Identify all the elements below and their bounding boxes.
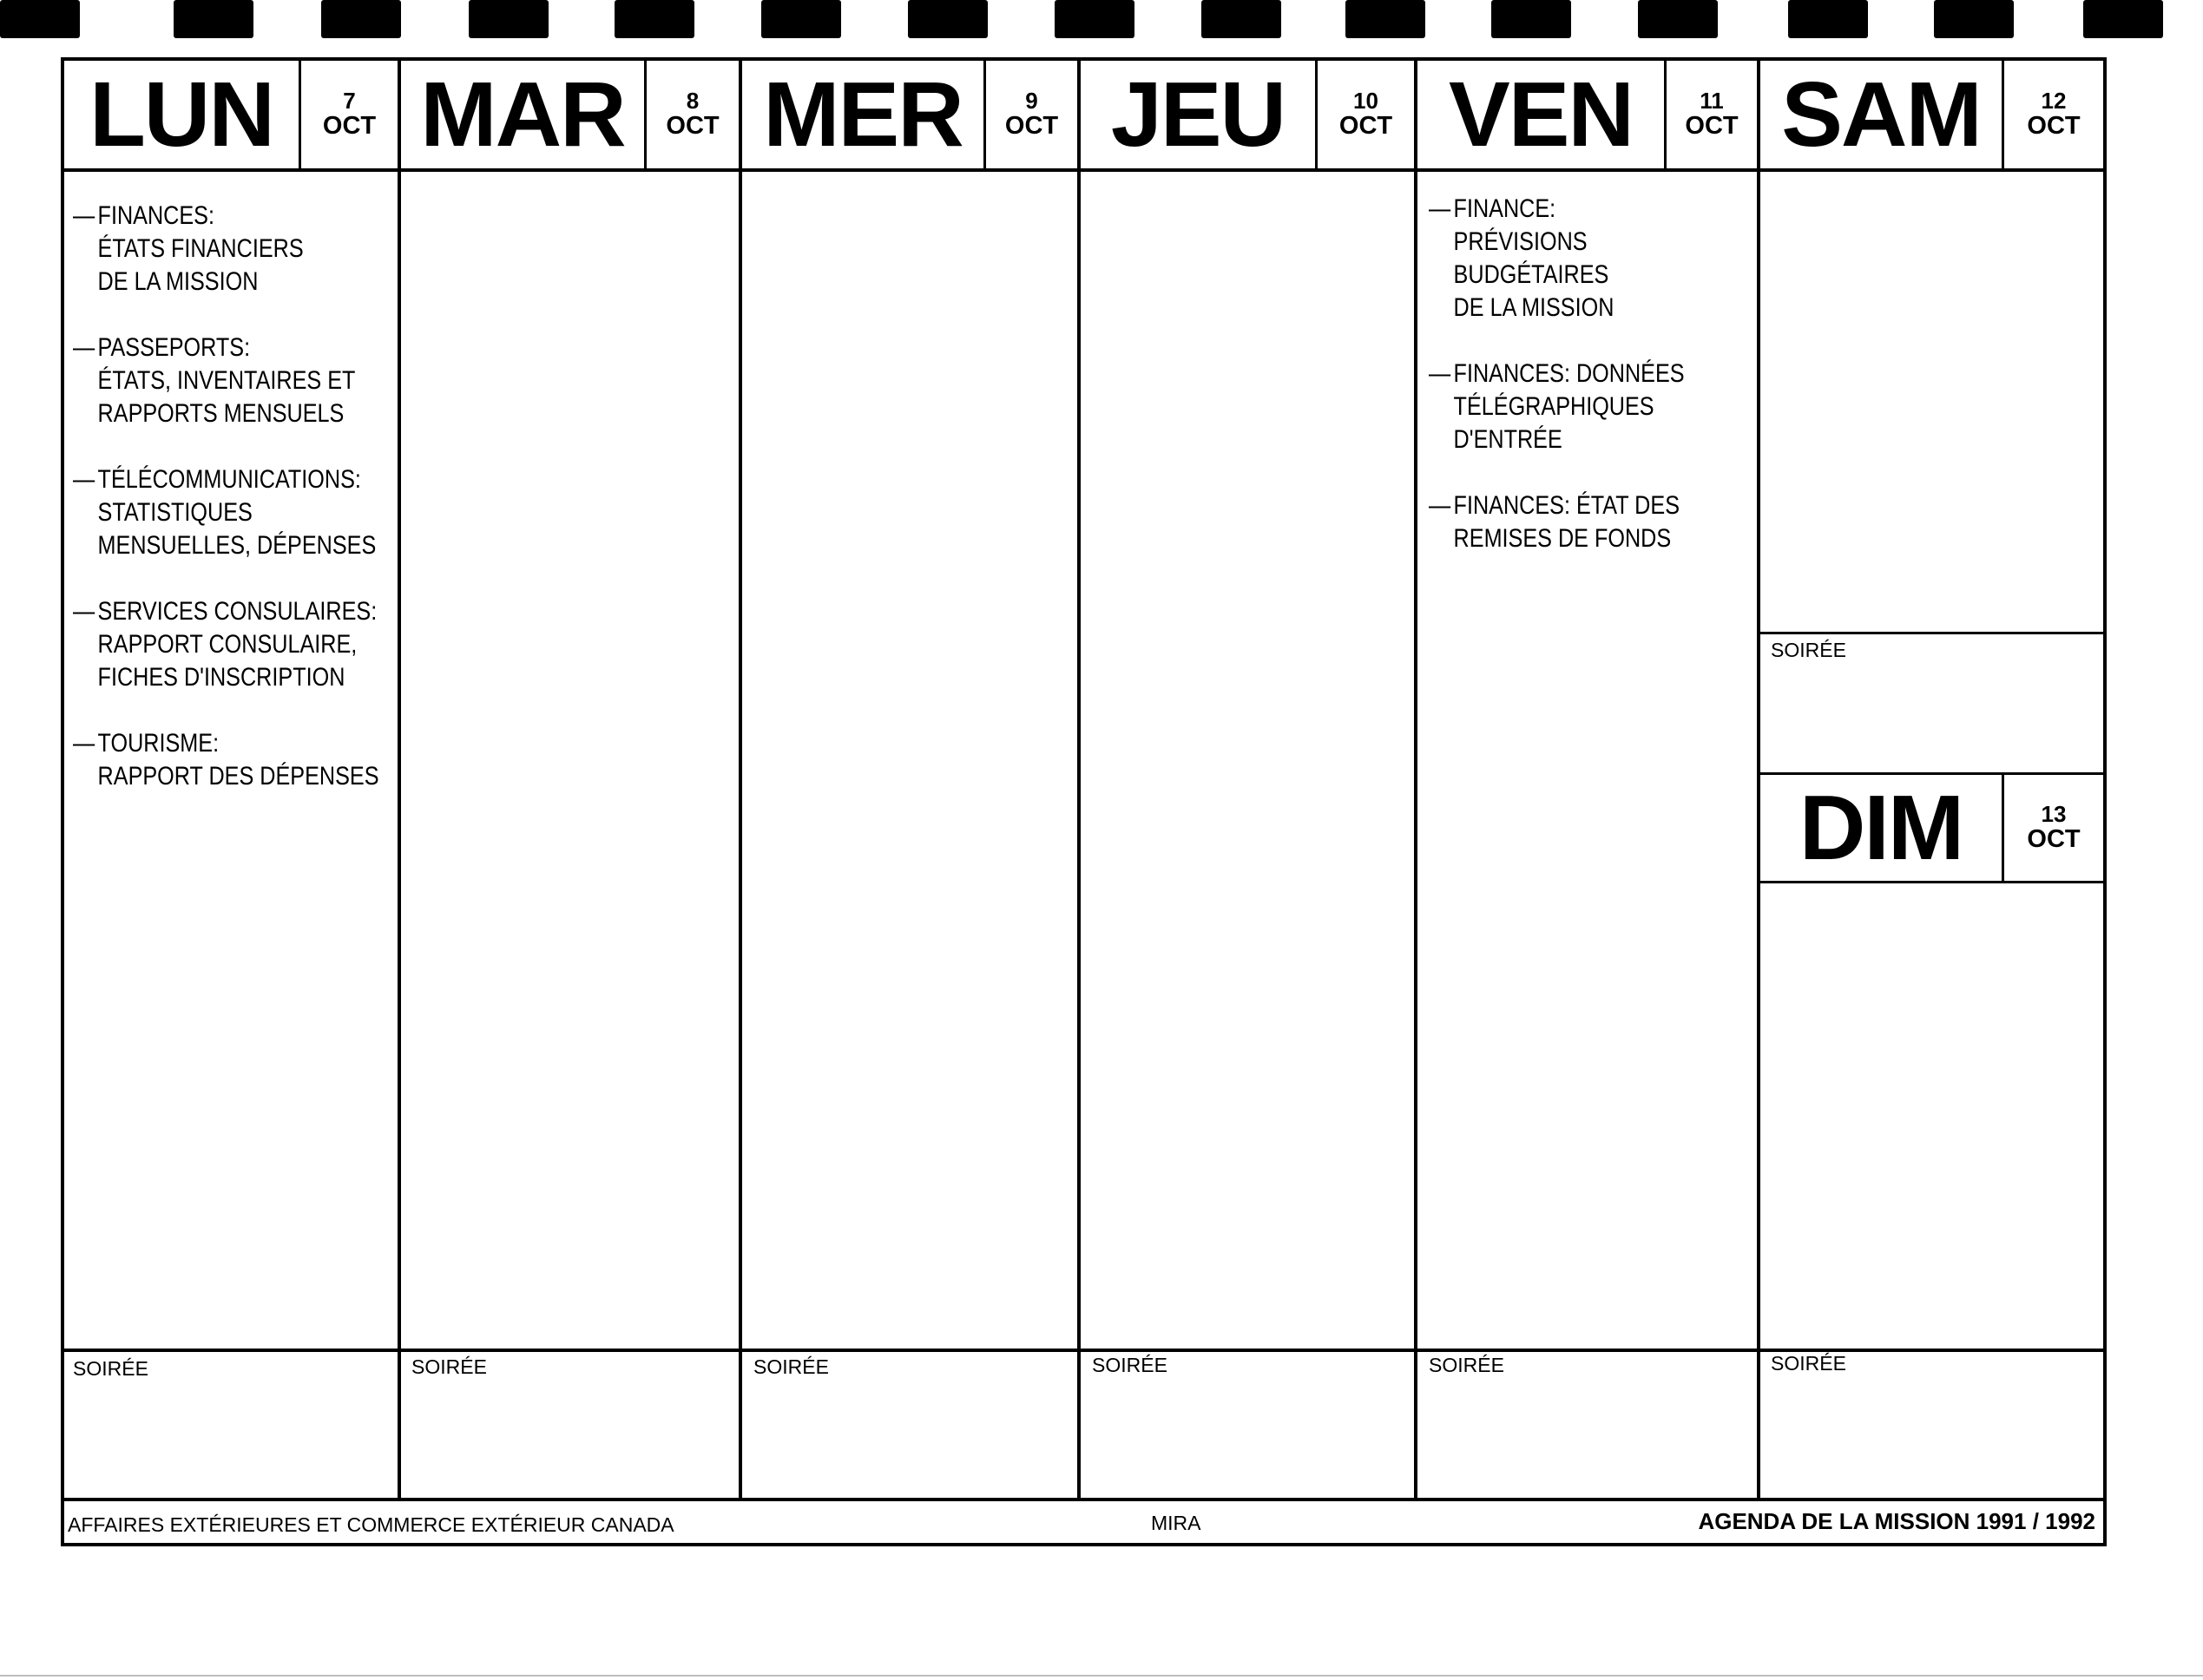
sam-soiree-divider — [1757, 632, 2107, 634]
header-divider — [61, 168, 2107, 172]
day-header-dim — [1760, 775, 2103, 881]
day-date — [299, 61, 398, 168]
column-divider — [1414, 57, 1417, 1498]
task-item — [73, 331, 379, 430]
task-line: FINANCES: ÉTAT DES — [1453, 491, 1680, 520]
task-line: RAPPORT DES DÉPENSES — [97, 762, 379, 791]
day-date — [1315, 61, 1414, 168]
day-date — [2002, 775, 2103, 881]
ven-task-list — [1429, 193, 1685, 588]
soiree-label-mar: SOIRÉE — [411, 1355, 487, 1378]
task-item — [73, 595, 379, 694]
day-header-mar — [401, 61, 739, 168]
binder-hole — [1638, 0, 1718, 38]
day-name: DIM — [1799, 777, 1963, 879]
task-line: RAPPORT CONSULAIRE, — [97, 630, 358, 659]
task-line: DE LA MISSION — [1453, 293, 1614, 322]
task-line: PRÉVISIONS — [1453, 227, 1588, 256]
task-line: RAPPORTS MENSUELS — [97, 399, 345, 428]
soiree-label-dim: SOIRÉE — [1771, 1352, 1846, 1375]
day-date — [2002, 61, 2103, 168]
bullet-dash: — — [73, 201, 95, 230]
binder-hole — [1934, 0, 2014, 38]
soiree-label-ven: SOIRÉE — [1429, 1354, 1504, 1376]
day-name: JEU — [1110, 63, 1286, 166]
binder-hole — [174, 0, 253, 38]
task-line: TÉLÉGRAPHIQUES — [1453, 392, 1654, 421]
footer-title: AGENDA DE LA MISSION 1991 / 1992 — [1698, 1508, 2095, 1534]
task-item — [1429, 193, 1685, 325]
footer-department: AFFAIRES EXTÉRIEURES ET COMMERCE EXTÉRIEUR CANADA — [68, 1513, 674, 1536]
task-line: PASSEPORTS: — [97, 333, 251, 362]
task-line: ÉTATS FINANCIERS — [97, 234, 304, 263]
day-date — [1664, 61, 1757, 168]
day-month: OCT — [666, 112, 720, 141]
day-number: 7 — [343, 88, 356, 115]
day-month: OCT — [1338, 112, 1393, 141]
day-header-ven — [1417, 61, 1757, 168]
task-line: SERVICES CONSULAIRES: — [97, 597, 378, 626]
task-line: FICHES D'INSCRIPTION — [97, 663, 345, 692]
day-name: VEN — [1449, 63, 1633, 166]
bullet-dash: — — [73, 465, 95, 494]
day-month: OCT — [322, 112, 377, 141]
binder-hole — [1055, 0, 1134, 38]
task-item — [1429, 489, 1685, 555]
day-month: OCT — [2027, 112, 2081, 141]
task-line: TOURISME: — [97, 729, 220, 758]
binder-hole — [1788, 0, 1868, 38]
day-date — [644, 61, 739, 168]
task-item — [73, 463, 379, 562]
soiree-label-jeu: SOIRÉE — [1092, 1354, 1167, 1376]
day-header-jeu — [1081, 61, 1414, 168]
task-line: TÉLÉCOMMUNICATIONS: — [97, 465, 361, 494]
day-name: MER — [763, 63, 963, 166]
binder-hole — [908, 0, 988, 38]
day-number: 11 — [1700, 88, 1724, 115]
binder-hole — [2083, 0, 2163, 38]
day-name: LUN — [89, 63, 273, 166]
day-number: 8 — [686, 88, 700, 115]
binder-hole — [1345, 0, 1425, 38]
task-line: BUDGÉTAIRES — [1453, 260, 1609, 289]
bullet-dash: — — [1429, 194, 1451, 223]
task-line: FINANCES: DONNÉES — [1453, 359, 1685, 388]
bullet-dash: — — [1429, 359, 1451, 388]
day-month: OCT — [1685, 112, 1739, 141]
task-line: MENSUELLES, DÉPENSES — [97, 531, 377, 560]
day-month: OCT — [1004, 112, 1059, 141]
soiree-label-sam: SOIRÉE — [1771, 639, 1846, 661]
bullet-dash: — — [1429, 491, 1451, 520]
task-line: ÉTATS, INVENTAIRES ET — [97, 366, 356, 395]
binder-hole — [469, 0, 549, 38]
task-line: DE LA MISSION — [97, 267, 259, 296]
day-name: MAR — [420, 63, 625, 166]
page-edge-line — [0, 1675, 2203, 1677]
day-number: 10 — [1353, 88, 1378, 115]
lun-task-list — [73, 200, 379, 826]
day-number: 9 — [1025, 88, 1038, 115]
footer-code: MIRA — [1151, 1512, 1201, 1534]
binder-hole — [321, 0, 401, 38]
task-line: REMISES DE FONDS — [1453, 524, 1672, 553]
task-line: FINANCE: — [1453, 194, 1556, 223]
binder-hole — [0, 0, 80, 38]
day-header-sam — [1760, 61, 2103, 168]
day-name: SAM — [1781, 63, 1981, 166]
day-number: 12 — [2041, 88, 2067, 115]
task-line: D'ENTRÉE — [1453, 425, 1562, 454]
soiree-label-lun: SOIRÉE — [73, 1357, 148, 1380]
day-date — [983, 61, 1077, 168]
day-header-lun — [64, 61, 398, 168]
soiree-label-mer: SOIRÉE — [753, 1355, 829, 1378]
day-header-mer — [742, 61, 1077, 168]
binder-hole — [1491, 0, 1571, 38]
task-line: STATISTIQUES — [97, 498, 253, 527]
bullet-dash: — — [73, 729, 95, 758]
binder-hole — [761, 0, 841, 38]
bullet-dash: — — [73, 597, 95, 626]
bullet-dash: — — [73, 333, 95, 362]
task-line: FINANCES: — [97, 201, 214, 230]
task-item — [1429, 358, 1685, 456]
dim-header-bottom — [1757, 881, 2107, 883]
column-divider — [398, 57, 401, 1498]
task-item — [73, 727, 379, 793]
task-item — [73, 200, 379, 299]
column-divider — [1077, 57, 1081, 1498]
column-divider — [739, 57, 742, 1498]
binder-hole — [615, 0, 694, 38]
day-number: 13 — [2041, 801, 2067, 828]
binder-hole — [1201, 0, 1281, 38]
footer-divider — [61, 1498, 2107, 1501]
day-month: OCT — [2027, 825, 2081, 854]
